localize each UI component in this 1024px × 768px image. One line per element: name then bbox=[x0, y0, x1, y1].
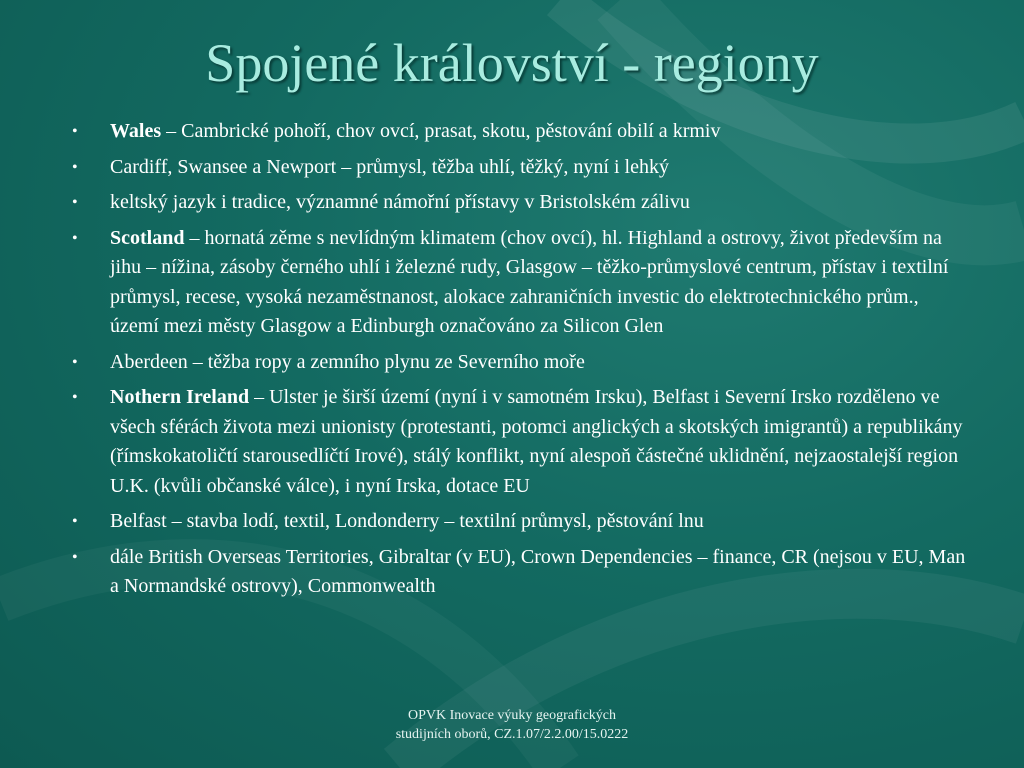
list-item bbox=[72, 348, 972, 378]
bullet-icon: • bbox=[72, 194, 78, 211]
list-item bbox=[72, 153, 972, 183]
item-heading: Wales bbox=[110, 120, 162, 142]
item-text: – hornatá zěme s nevlídným klimatem (chov ovcí), hl. Highland a ostrovy, život především na jihu – nížina, zásoby černého uhlí i železné rudy, Glasgow – těžko-průmyslové centrum, přístav i textilní průmysl, recese, vysoká nezaměstnanost, alokace zahraničních investic do elektrotechnického prům., území mezi městy Glasgow a Edinburgh označováno za Silicon Glen bbox=[110, 226, 949, 337]
list-item bbox=[72, 117, 972, 147]
slide-title: Spojené království - regiony bbox=[205, 33, 819, 93]
list-item bbox=[72, 188, 972, 218]
item-text: Cardiff, Swansee a Newport – průmysl, těžba uhlí, těžký, nyní i lehký bbox=[110, 155, 669, 178]
item-text: Aberdeen – těžba ropy a zemního plynu ze Severního moře bbox=[110, 350, 585, 373]
footer-line-1: OPVK Inovace výuky geografických bbox=[408, 708, 616, 723]
list-item bbox=[72, 507, 972, 537]
item-text: Belfast – stavba lodí, textil, Londonderry – textilní průmysl, pěstování lnu bbox=[110, 510, 704, 532]
list-item bbox=[72, 383, 972, 501]
bullet-list bbox=[72, 117, 972, 608]
bullet-icon: • bbox=[72, 353, 78, 371]
item-text: – Cambrické pohoří, chov ovcí, prasat, skotu, pěstování obilí a krmiv bbox=[161, 120, 721, 142]
item-heading: Nothern Ireland bbox=[110, 386, 250, 408]
list-item bbox=[72, 224, 972, 342]
bullet-icon: • bbox=[72, 123, 78, 140]
item-text: keltský jazyk i tradice, významné námořní přístavy v Bristolském zálivu bbox=[110, 191, 690, 213]
list-item bbox=[72, 543, 972, 602]
item-heading: Scotland bbox=[110, 226, 185, 249]
bullet-icon: • bbox=[72, 548, 78, 566]
item-text: – Ulster je širší území (nyní i v samotném Irsku), Belfast i Severní Irsko rozděleno ve všech sférách života mezi unionisty (protestanti, potomci anglických a skotských imigrantů) a republikány (římskokatoličtí starousedlíčtí Irové), stálý konflikt, nyní alespoň částečné uklidnění, nejzaostalejší region U.K. (kvůli občanské válce), i nyní Irska, dotace EU bbox=[110, 386, 963, 497]
bullet-icon: • bbox=[72, 158, 78, 176]
item-text: dále British Overseas Territories, Gibraltar (v EU), Crown Dependencies – finance, CR (nejsou v EU, Man a Normandské ostrovy), Commonwealth bbox=[110, 545, 966, 597]
bullet-icon: • bbox=[72, 229, 78, 247]
bullet-icon: • bbox=[72, 389, 78, 406]
bullet-icon: • bbox=[72, 513, 78, 530]
footer-line-2: studijních oborů, CZ.1.07/2.2.00/15.0222 bbox=[395, 727, 629, 742]
slide-footer bbox=[0, 706, 1024, 744]
